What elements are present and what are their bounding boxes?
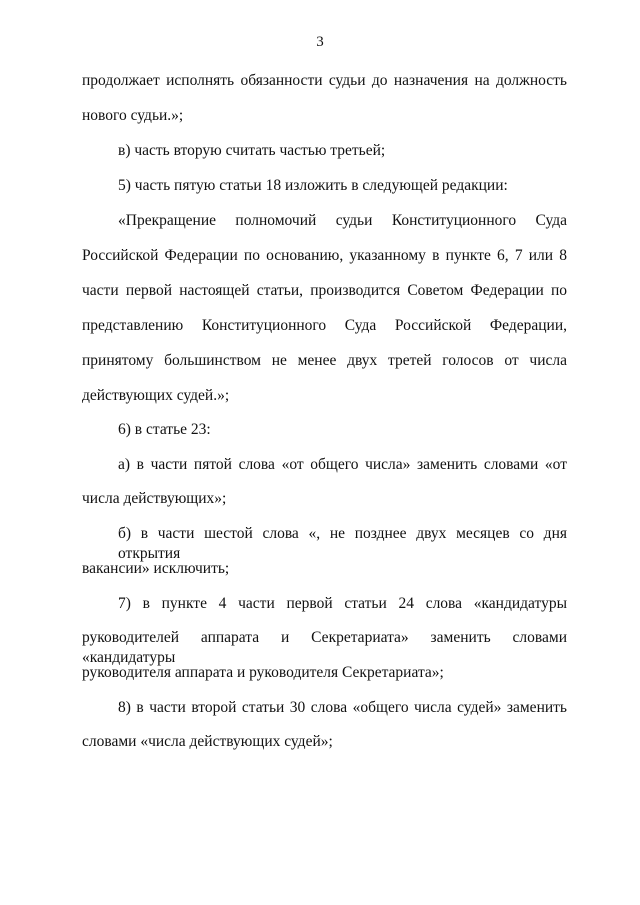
item-6b-line-2: вакансии» исключить; xyxy=(82,560,230,577)
item-8-line-2: словами «числа действующих судей»; xyxy=(82,733,333,750)
text-line-continuation-end: нового судьи.»; xyxy=(82,107,184,124)
item-7-line-2: руководителей аппарата и Секретариата» заменить словами «кандидатуры xyxy=(82,629,567,666)
quoted-paragraph-line-4: представлению Конституционного Суда Российской Федерации, xyxy=(82,317,567,334)
item-7-line-3: руководителя аппарата и руководителя Секретариата»; xyxy=(82,664,444,681)
item-8-line-1: 8) в части второй статьи 30 слова «общего числа судей» заменить xyxy=(118,699,567,716)
item-v-paragraph: в) часть вторую считать частью третьей; xyxy=(118,142,386,159)
item-6a-line-2: числа действующих»; xyxy=(82,490,227,507)
quoted-paragraph-line-2: Российской Федерации по основанию, указанному в пункте 6, 7 или 8 xyxy=(82,247,567,264)
item-6a-line-1: а) в части пятой слова «от общего числа» заменить словами «от xyxy=(118,456,567,473)
quoted-paragraph-line-3: части первой настоящей статьи, производится Советом Федерации по xyxy=(82,282,567,299)
item-7-line-1: 7) в пункте 4 части первой статьи 24 слова «кандидатуры xyxy=(118,595,567,612)
quoted-paragraph-line-6: действующих судей.»; xyxy=(82,387,230,404)
quoted-paragraph-line-5: принятому большинством не менее двух третей голосов от числа xyxy=(82,352,567,369)
item-6b-line-1: б) в части шестой слова «, не позднее двух месяцев со дня открытия xyxy=(118,525,567,562)
item-6-paragraph: 6) в статье 23: xyxy=(118,421,211,438)
page-number: 3 xyxy=(316,34,324,50)
quoted-paragraph-line-1: «Прекращение полномочий судьи Конституционного Суда xyxy=(118,212,567,229)
text-line-continuation: продолжает исполнять обязанности судьи до назначения на должность xyxy=(82,72,567,89)
item-5-paragraph: 5) часть пятую статьи 18 изложить в следующей редакции: xyxy=(118,177,508,194)
